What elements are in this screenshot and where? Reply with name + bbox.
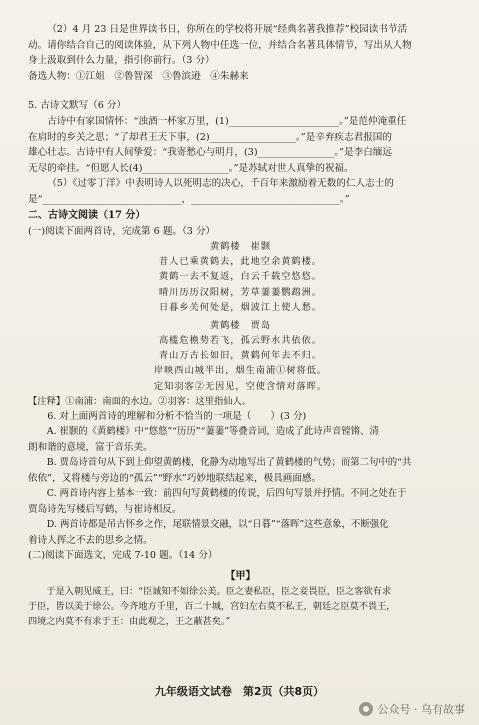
prose-line1: 于是入朝见威王，曰：“臣诚知不如徐公美。臣之妻私臣，臣之妾畏臣，臣之客欲有求 xyxy=(46,585,392,597)
q5-line5: （5）《过零丁洋》中表明诗人以死明志的决心，千百年来激励着无数的仁人志士的 xyxy=(47,178,394,190)
q6-option-a-cont: 朗和谐的意境，富于音乐美。 xyxy=(28,441,153,453)
q2-line1: （2）4 月 23 日是世界读书日，你所在的学校将开展“经典名著我推荐”校园读书节活 xyxy=(47,24,408,35)
annotation-note: 【注释】①南浦：南面的水边。②羽客：这里指仙人。 xyxy=(28,395,252,407)
prose-line3: 四境之内莫不有求于王：由此观之，王之蔽甚矣。” xyxy=(28,616,231,628)
q5-line1: 古诗中有家国情怀：“浊酒一杯家万里，(1)_______________________。”是范仲淹重任 xyxy=(47,115,407,127)
q6-option-b: B. 贾岛诗首句从下到上仰望黄鹤楼，化静为动地写出了黄鹤楼的气势；而第二句中的“共 xyxy=(46,457,412,469)
page-footer: 九年级语文试卷 第2页（共8页） xyxy=(154,685,325,698)
q5-line3: 雄心壮志。古诗中有人间挚爱：“我寄愁心与明月，(3)________________。”是李白缅远 xyxy=(28,147,392,159)
poem2-line: 高槛危檐势若飞，孤云野水共依依。 xyxy=(159,334,322,346)
passage-jia-label: 【甲】 xyxy=(225,570,256,582)
prose-line2: 于臣，皆以美于徐公。今齐地方千里，百二十城，宫妇左右莫不私王，朝廷之臣莫不畏王， xyxy=(28,601,396,613)
section2-heading: 二、古诗文阅读（17 分） xyxy=(28,209,146,221)
q6-option-d-cont: 着诗人挥之不去的思乡之情。 xyxy=(28,534,153,546)
watermark-text: 公众号 · 乌有故事 xyxy=(377,703,465,716)
q5-heading: 5. 古诗文默写（6 分） xyxy=(28,100,127,112)
poem1-line: 日暮乡关何处是，烟波江上使人愁。 xyxy=(159,301,322,313)
poem2-line: 定知羽客②无因见，空使含情对落晖。 xyxy=(153,380,328,392)
poem1-line: 晴川历历汉阳树，芳草萋萋鹦鹉洲。 xyxy=(159,286,322,298)
poem2-line: 青山万古长如旧，黄鹤何年去不归。 xyxy=(159,350,322,362)
watermark xyxy=(359,701,466,717)
poem1-title: 黄鹤楼 崔颢 xyxy=(209,241,272,253)
q5-line6: 是“_____________________________，_______________________________。” xyxy=(28,193,350,205)
q6-option-c: C. 两首诗内容上基本一致：前四句写黄鹤楼的传说，后四句写景并抒情。不同之处在于 xyxy=(46,488,407,500)
section2-sub2: (二)阅读下面选文，完成 7-10 题。（14 分） xyxy=(28,550,218,562)
spacer xyxy=(28,84,453,98)
q6-option-a: A. 崔颢的《黄鹤楼》中“悠悠”“历历”“萋萋”等叠音词，造成了此诗声音镗锵、清 xyxy=(46,426,379,438)
wechat-icon xyxy=(359,702,373,716)
q2-line3: 身上汲取到什么力量，指引你前行。（3 分） xyxy=(28,55,215,67)
q5-line4: 无尽的牵挂。“但愿人长(4)__________________。”是苏轼对世人真挚的祝福。 xyxy=(28,162,354,174)
section2-sub1: (一)阅读下面两首诗，完成第 6 题。（3 分） xyxy=(28,225,216,237)
poem1-line: 昔人已乘黄鹤去，此地空余黄鹤楼。 xyxy=(159,256,322,268)
poem2-title: 黄鹤楼 贾岛 xyxy=(209,319,272,331)
q2-line2: 动。请你结合自己的阅读体验，从下列人物中任选一位，并结合名著具体情节，写出从人物 xyxy=(28,39,412,51)
q2-options: 备选人物：①江姐 ②鲁智深 ③鲁滨逊 ④朱赫来 xyxy=(28,70,249,82)
q6-option-b-cont: 依依”，又将楼与旁边的“孤云”“野水”巧妙地联结起来，极具画面感。 xyxy=(28,472,322,484)
q5-line2: 在肩时的乡关之思；“了却君王天下事，(2)__________________。”是辛弃疾志君报国的 xyxy=(28,131,392,143)
q6-option-c-cont: 贾岛诗先写楼后写鹤，与崔诗相反。 xyxy=(28,503,182,515)
q6-option-d: D. 两首诗都是吊古怀乡之作，尾联情景交融，以“日暮”“落晖”这些意象，不断强化 xyxy=(46,519,389,531)
poem2-line: 岸映西山城半出，烟生南浦①树将低。 xyxy=(153,365,328,377)
poem1-line: 黄鹤一去不复返，白云千载空悠悠。 xyxy=(159,271,322,283)
q6-stem: 6. 对上面两首诗的理解和分析不恰当的一项是（ ）(3 分) xyxy=(47,410,307,422)
